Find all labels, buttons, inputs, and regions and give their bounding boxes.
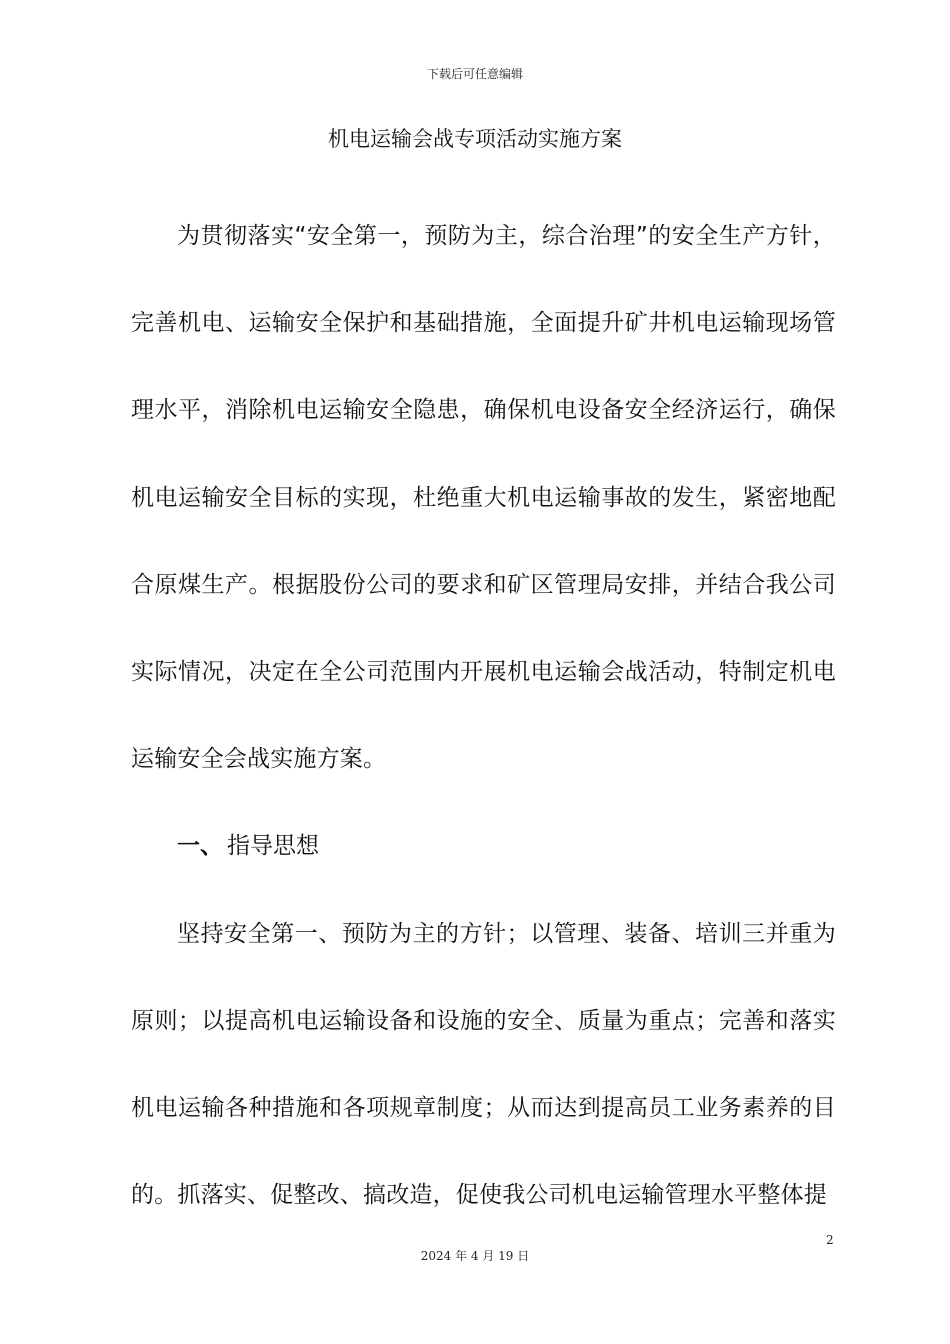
header-note: 下载后可任意编辑 (426, 67, 523, 81)
document-body (131, 193, 836, 1239)
section-heading (131, 803, 836, 890)
section-number: 一、 (177, 833, 223, 860)
footer-date: 2024 年 4 月 19 日 (420, 1249, 530, 1263)
section-paragraph: 坚持安全第一、预防为主的方针；以管理、装备、培训三并重为原则；以提高机电运输设备和设施的安全、质量为重点；完善和落实机电运输各种措施和各项规章制度；从而达到提高员工业务素养的目的。抓落实、促整改、搞改造，促使我公司机电运输管理水平整体提 (131, 920, 836, 1209)
intro-paragraph: 为贯彻落实“安全第一，预防为主，综合治理”的安全生产方针，完善机电、运输安全保护和基础措施，全面提升矿井机电运输现场管理水平，消除机电运输安全隐患，确保机电设备安全经济运行，确保 机电运输安全目标的实现，杜绝重大机电运输事故的发生，紧密地配合原煤生产。根据股份公司的要求和矿区管理局安排，并结合我公司实际情况，决定在全公司范围内开展机电运输会战活动，特制定机电运输安全会战实施方案。 (131, 223, 836, 773)
document-title: 机电运输会战专项活动实施方案 (328, 127, 622, 151)
section-title: 指导思想 (227, 833, 319, 860)
page-number: 2 (826, 1233, 834, 1247)
